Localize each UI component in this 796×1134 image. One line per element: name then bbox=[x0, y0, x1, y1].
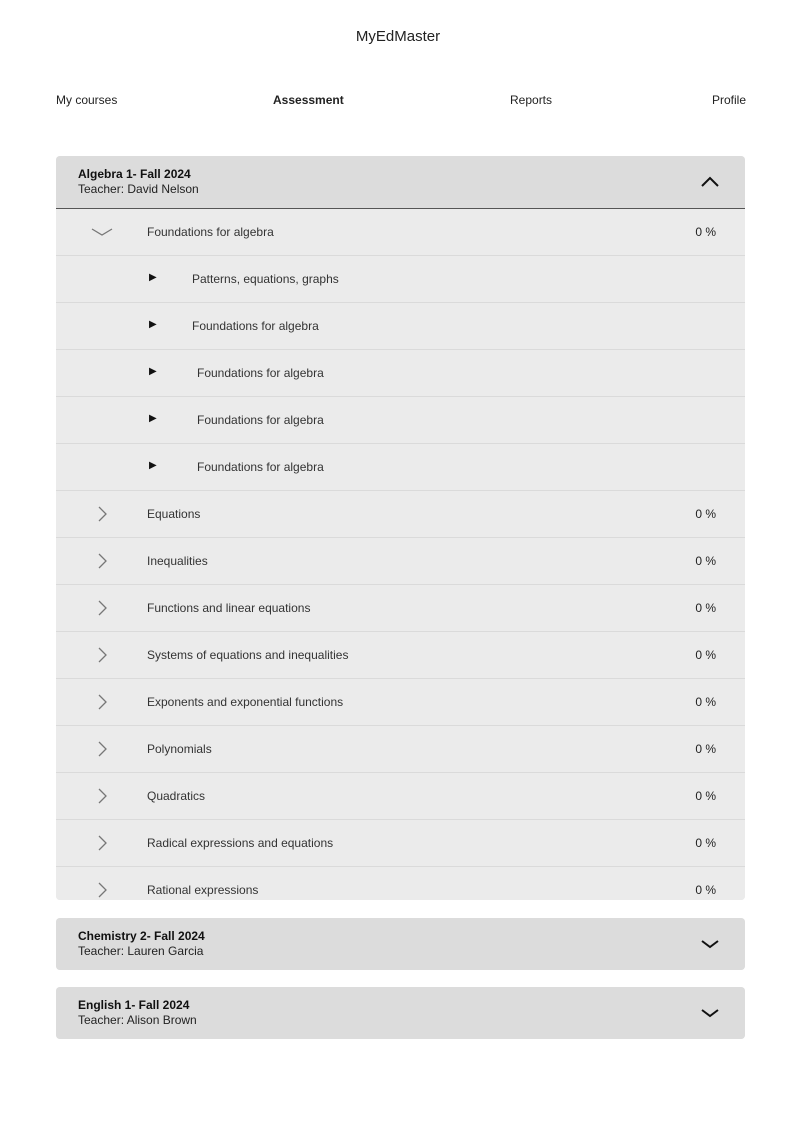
app-title: MyEdMaster bbox=[355, 28, 441, 45]
course-title: English 1- Fall 2024 bbox=[78, 998, 190, 1012]
course-teacher: Teacher: David Nelson bbox=[78, 182, 199, 196]
unit-label: Foundations for algebra bbox=[147, 225, 274, 239]
course-header[interactable] bbox=[56, 987, 745, 1039]
chevron-right-icon[interactable] bbox=[90, 505, 114, 523]
play-triangle-icon[interactable]: ▶ bbox=[149, 460, 157, 471]
unit-row[interactable] bbox=[56, 679, 745, 726]
chevron-down-icon[interactable] bbox=[699, 934, 721, 954]
nav-profile[interactable]: Profile bbox=[711, 93, 746, 107]
unit-row[interactable] bbox=[56, 538, 745, 585]
lesson-row[interactable] bbox=[56, 256, 745, 303]
unit-label: Quadratics bbox=[147, 789, 206, 803]
course-header[interactable] bbox=[56, 156, 745, 209]
course-header[interactable] bbox=[56, 918, 745, 970]
chevron-right-icon[interactable] bbox=[90, 693, 114, 711]
lesson-row[interactable] bbox=[56, 444, 745, 491]
unit-label: Radical expressions and equations bbox=[147, 836, 334, 850]
chevron-right-icon[interactable] bbox=[90, 740, 114, 758]
unit-row[interactable] bbox=[56, 585, 745, 632]
play-triangle-icon[interactable]: ▶ bbox=[149, 366, 157, 377]
unit-percent: 0 % bbox=[695, 742, 716, 756]
chevron-down-icon[interactable] bbox=[699, 1003, 721, 1023]
unit-row[interactable] bbox=[56, 632, 745, 679]
unit-row[interactable] bbox=[56, 209, 745, 256]
unit-row[interactable] bbox=[56, 867, 745, 900]
unit-percent: 0 % bbox=[695, 695, 716, 709]
unit-row[interactable] bbox=[56, 491, 745, 538]
unit-label: Functions and linear equations bbox=[147, 601, 311, 615]
chevron-up-icon[interactable] bbox=[699, 172, 721, 192]
unit-label: Exponents and exponential functions bbox=[147, 695, 344, 709]
chevron-down-icon[interactable] bbox=[90, 223, 114, 241]
main-nav bbox=[0, 93, 796, 111]
unit-percent: 0 % bbox=[695, 883, 716, 897]
unit-label: Systems of equations and inequalities bbox=[147, 648, 349, 662]
unit-percent: 0 % bbox=[695, 648, 716, 662]
lesson-row[interactable] bbox=[56, 350, 745, 397]
lesson-label: Foundations for algebra bbox=[192, 319, 319, 333]
unit-row[interactable] bbox=[56, 820, 745, 867]
unit-label: Inequalities bbox=[147, 554, 208, 568]
unit-label: Polynomials bbox=[147, 742, 212, 756]
unit-percent: 0 % bbox=[695, 789, 716, 803]
chevron-right-icon[interactable] bbox=[90, 834, 114, 852]
lesson-label: Foundations for algebra bbox=[197, 460, 324, 474]
lesson-row[interactable] bbox=[56, 303, 745, 350]
unit-row[interactable] bbox=[56, 773, 745, 820]
unit-label: Rational expressions bbox=[147, 883, 259, 897]
lesson-label: Foundations for algebra bbox=[197, 413, 324, 427]
unit-row[interactable] bbox=[56, 726, 745, 773]
play-triangle-icon[interactable]: ▶ bbox=[149, 272, 157, 283]
course-title: Chemistry 2- Fall 2024 bbox=[78, 929, 205, 943]
course-title: Algebra 1- Fall 2024 bbox=[78, 167, 191, 181]
course-teacher: Teacher: Lauren Garcia bbox=[78, 944, 204, 958]
chevron-right-icon[interactable] bbox=[90, 599, 114, 617]
lesson-row[interactable] bbox=[56, 397, 745, 444]
chevron-right-icon[interactable] bbox=[90, 646, 114, 664]
unit-percent: 0 % bbox=[695, 554, 716, 568]
unit-percent: 0 % bbox=[695, 836, 716, 850]
nav-assessment[interactable]: Assessment bbox=[273, 93, 344, 107]
course-teacher: Teacher: Alison Brown bbox=[78, 1013, 197, 1027]
unit-percent: 0 % bbox=[695, 601, 716, 615]
play-triangle-icon[interactable]: ▶ bbox=[149, 319, 157, 330]
course-panel-algebra bbox=[56, 156, 745, 900]
unit-percent: 0 % bbox=[695, 225, 716, 239]
chevron-right-icon[interactable] bbox=[90, 552, 114, 570]
course-panel-english bbox=[56, 987, 745, 1039]
lesson-label: Patterns, equations, graphs bbox=[192, 272, 339, 286]
course-panel-chemistry bbox=[56, 918, 745, 970]
chevron-right-icon[interactable] bbox=[90, 787, 114, 805]
play-triangle-icon[interactable]: ▶ bbox=[149, 413, 157, 424]
nav-reports[interactable]: Reports bbox=[510, 93, 553, 107]
unit-percent: 0 % bbox=[695, 507, 716, 521]
chevron-right-icon[interactable] bbox=[90, 881, 114, 899]
nav-my-courses[interactable]: My courses bbox=[56, 93, 118, 107]
lesson-label: Foundations for algebra bbox=[197, 366, 324, 380]
unit-label: Equations bbox=[147, 507, 201, 521]
